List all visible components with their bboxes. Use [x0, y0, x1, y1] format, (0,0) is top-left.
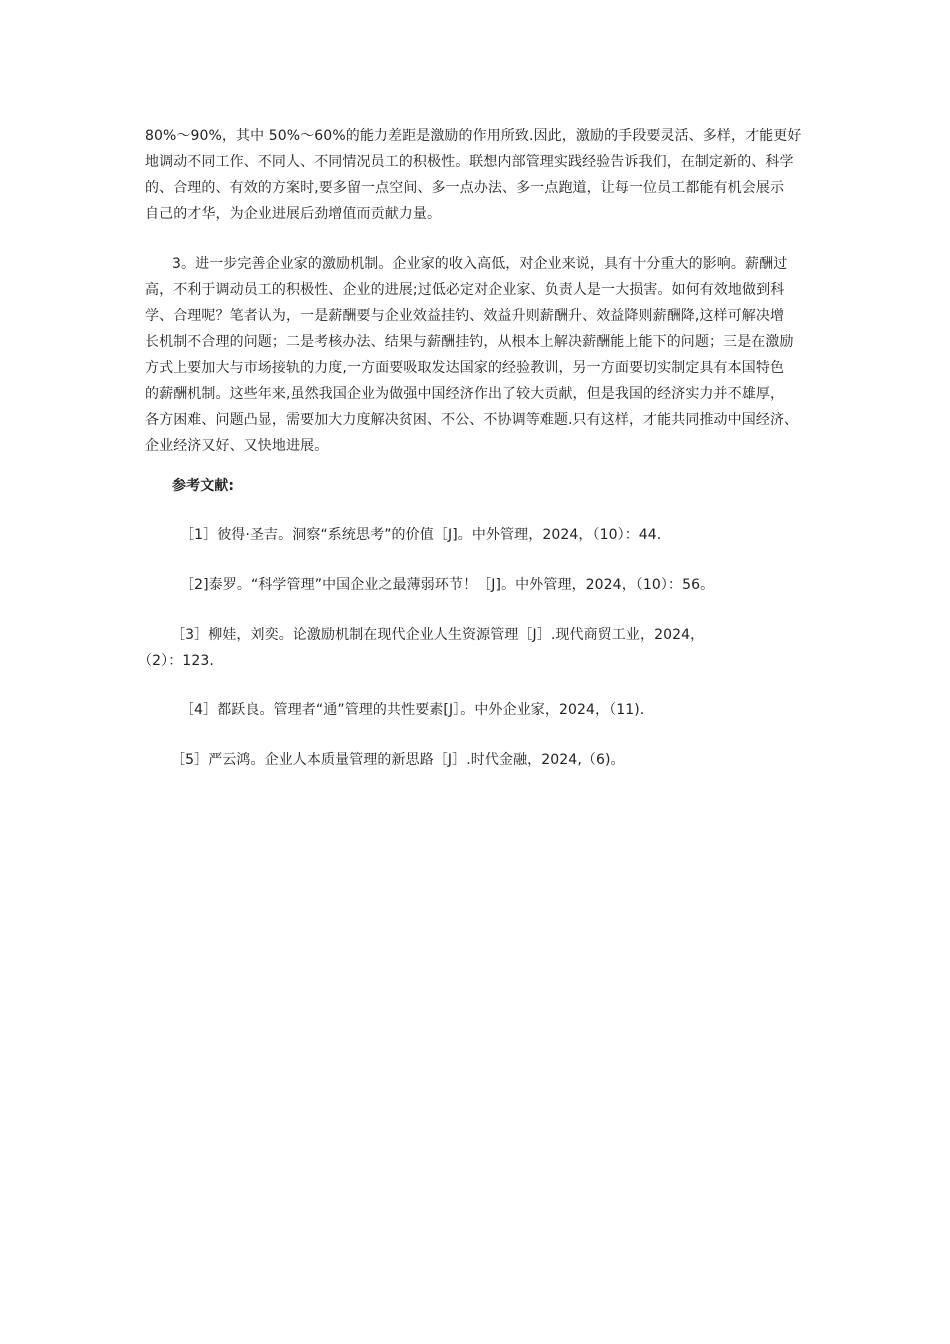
reference-4: ［4］都跃良。管理者“通”管理的共性要素[J］。中外企业家，2024，（11). [180, 702, 645, 718]
paragraph-2-line-8: 企业经济又好、又快地进展。 [145, 438, 329, 454]
paragraph-1-line-4: 自己的才华，为企业进展后劲增值而贡献力量。 [145, 206, 442, 222]
paragraph-2-line-7: 各方困难、问题凸显，需要加大力度解决贫困、不公、不协调等难题.只有这样，才能共同推动中国经济、 [145, 412, 799, 428]
paragraph-1-line-2: 地调动不同工作、不同人、不同情况员工的积极性。联想内部管理实践经验告诉我们，在制定新的、科学 [145, 154, 794, 170]
reference-3-line-2: （2）：123. [138, 653, 214, 669]
reference-1: ［1］彼得·圣吉。洞察“系统思考”的价值［J]。中外管理，2024，（10）：44. [180, 527, 662, 543]
reference-2: ［2]泰罗。“科学管理”中国企业之最薄弱环节！［J]。中外管理，2024，（10）：56。 [180, 577, 715, 593]
paragraph-2-line-5: 方式上要加大与市场接轨的力度,一方面要吸取发达国家的经验教训，另一方面要切实制定具有本国特色 [145, 360, 785, 376]
paragraph-1-line-3: 的、合理的、有效的方案时,要多留一点空间、多一点办法、多一点跑道，让每一位员工都能有机会展示 [145, 180, 785, 196]
paragraph-2-line-6: 的薪酬机制。这些年来,虽然我国企业为做强中国经济作出了较大贡献，但是我国的经济实力并不雄厚， [145, 386, 785, 402]
paragraph-2-line-4: 长机制不合理的问题；二是考核办法、结果与薪酬挂钓，从根本上解决薪酬能上能下的问题；三是在激励 [145, 334, 794, 350]
references-heading: 参考文献: [172, 478, 235, 494]
reference-5: ［5］严云鸿。企业人本质量管理的新思路［J］.时代金融，2024,（6)。 [171, 752, 625, 768]
reference-3-line-1: ［3］柳娃，刘奕。论激励机制在现代企业人生资源管理［J］.现代商贸工业，2024， [171, 627, 705, 643]
paragraph-2-line-3: 学、合理呢？笔者认为，一是薪酬要与企业效益挂钓、效益升则薪酬升、效益降则薪酬降,这样可解决增 [145, 308, 785, 324]
paragraph-1-line-1: 80%～90%，其中 50%～60%的能力差距是激励的作用所致.因此，激励的手段要灵活、多样，才能更好 [145, 128, 802, 144]
paragraph-2-line-1: 3。进一步完善企业家的激励机制。企业家的收入高低，对企业来说，具有十分重大的影响。薪酬过 [172, 256, 788, 272]
paragraph-2-line-2: 高，不利于调动员工的积极性、企业的进展;过低必定对企业家、负责人是一大损害。如何有效地做到科 [145, 282, 785, 298]
